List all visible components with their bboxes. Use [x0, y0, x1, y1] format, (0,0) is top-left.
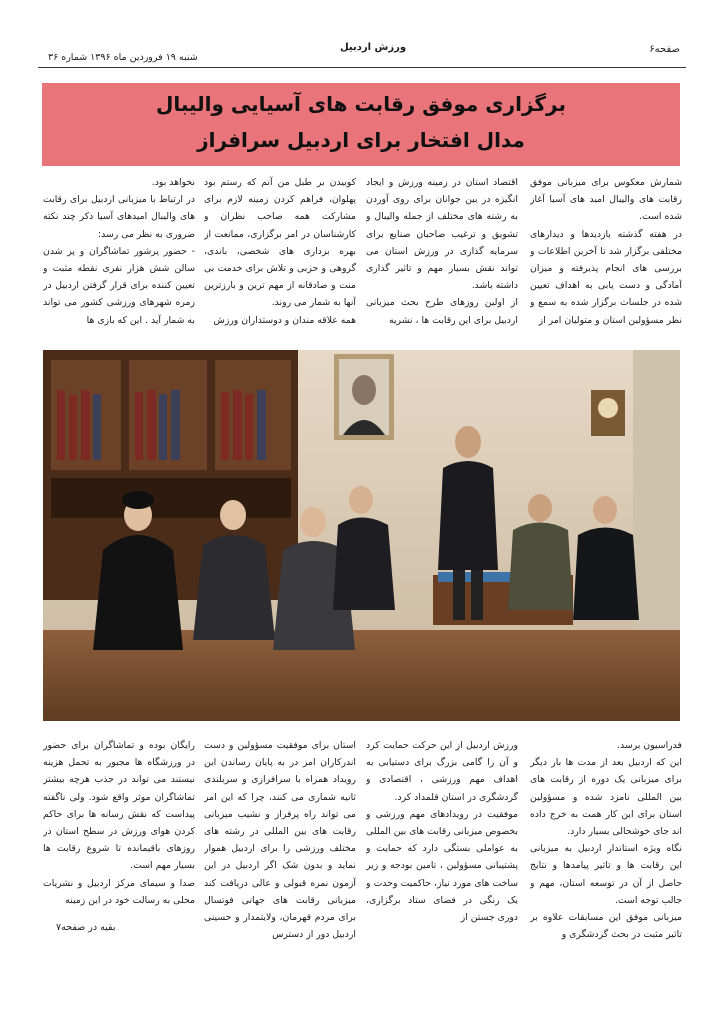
article-column-bottom-1: فدراسیون برسد. این که اردبیل بعد از مدت ها بار دیگر برای میزبانی یک دوره از رقابت های بین المللی نامزد شده و مسؤولین استان برای این کار همت به خرج داده اند جای خوشحالی بسیار دارد. نگاه ویژه استاندار اردبیل به میزبانی این رقابت ها و تاثیر پیامدها و نتایج حاصل از آن در توسعه استان، مهم و جالب توجه است. میزبانی موفق این مسابقات علاوه بر تاثیر مثبت در بحث گردشگری و — [530, 740, 682, 941]
magazine-name: ورزش اردبیل — [340, 42, 407, 53]
header-rule — [38, 67, 686, 68]
article-column-bottom-4: رایگان بوده و تماشاگران برای حضور در ورزشگاه ها مجبور به تحمل هزینه نیستند می تواند در جذب هرچه بیشتر تماشاگران موثر واقع شود. ولی ناگفته پیداست که نقش رسانه ها برای حاکم کردن هوای ورزش در سطح استان در روزهای باقیمانده تا شروع رقابت ها بسیار مهم است. صدا و سیمای مرکز اردبیل و نشریات محلی به رسالت خود در این زمینه — [43, 740, 195, 906]
article-column-bottom-3: استان برای موفقیت مسؤولین و دست اندرکاران امر در به پایان رساندن این رویداد همراه با سرافرازی و سربلندی ثانیه شماری می کنند، چرا که این امر می تواند راه پرفراز و نشیب میزبانی رقابت های بین المللی در رشته های مختلف ورزشی را برای اردبیل هموار نماید و بدون شک اگر اردبیل در این آزمون نمره قبولی و عالی دریافت کند میزبانی رقابت های جهانی فوتسال برای مردم قهرمان، ولایتمدار و حسینی اردبیل دور از دسترس — [204, 740, 356, 941]
continued-note: بقیه در صفحه۷ — [56, 922, 116, 933]
article-column-bottom-2: ورزش اردبیل از این حرکت حمایت کرد و آن را گامی بزرگ برای دستیابی به اهداف مهم ورزشی ، اقتصادی و گردشگری در استان قلمداد کرد. موفقیت در رویدادهای مهم ورزشی و بخصوص میزبانی رقابت های بین المللی به عواملی بستگی دارد که حمایت و پشتیبانی مسؤولین ، تامین بودجه و زیر ساخت های مورد نیاز، حاکمیت وحدت و یک رنگی در فضای ستاد برگزاری، دوری جستن از — [366, 740, 518, 924]
article-column-top-2: اقتصاد استان در زمینه ورزش و ایجاد انگیزه در بین جوانان برای روی آوردن به رشته های مختلف از جمله والیبال و تشویق و ترغیب صاحبان صنایع برای سرمایه گذاری در ورزش استان می تواند نقش بسیار مهم و تاثیر گذاری داشته باشد. از اولین روزهای طرح بحث میزبانی اردبیل برای این رقابت ها ، نشریه — [366, 177, 518, 326]
article-column-top-1: شمارش معکوس برای میزبانی موفق رقابت های والیبال امید های آسیا آغاز شده است. در هفته گذشته بازدیدها و دیدارهای مختلفی برگزار شد تا آخرین اطلاعات و بررسی های انجام پذیرفته و میزان آمادگی و دست یابی به اهداف تعیین شده در جلسات برگزار شده به سمع و نظر مسؤولین استان و متولیان امر از — [530, 177, 682, 326]
page-header — [40, 40, 686, 62]
article-column-top-3: کوبیدن بر طبل من آنم که رستم بود پهلوان، فراهم کردن زمینه لازم برای مشارکت همه صاحب نظران و کارشناسان در امر برگزاری، ممانعت از بهره برداری های شخصی، باندی، گروهی و حزبی و تلاش برای خدمت بی منت و صادقانه از مهم ترین و بارزترین آنها به شمار می روند. همه علاقه مندان و دوستداران ورزش — [204, 177, 356, 326]
article-column-top-4: نخواهد بود. در ارتباط با میزبانی اردبیل برای رقابت های والیبال امیدهای آسیا ذکر چند نکته ضروری به نظر می رسد: - حضور پرشور تماشاگران و پر شدن سالن شش هزار نفری نقطه مثبت و تعیین کننده برای قرار گرفتن اردبیل در زمره شهرهای ورزشی کشور می تواند به شمار آید . این که بازی ها — [43, 177, 195, 326]
headline-banner — [42, 83, 680, 166]
headline-sub: مدال افتخار برای اردبیل سرافراز — [197, 128, 525, 152]
issue-date: شنبه ۱۹ فروردین ماه ۱۳۹۶ شماره ۳۶ — [48, 52, 198, 63]
meeting-photo — [43, 350, 680, 721]
headline-main: برگزاری موفق رقابت های آسیایی والیبال — [155, 92, 567, 116]
page-number: صفحه۶ — [649, 44, 680, 55]
